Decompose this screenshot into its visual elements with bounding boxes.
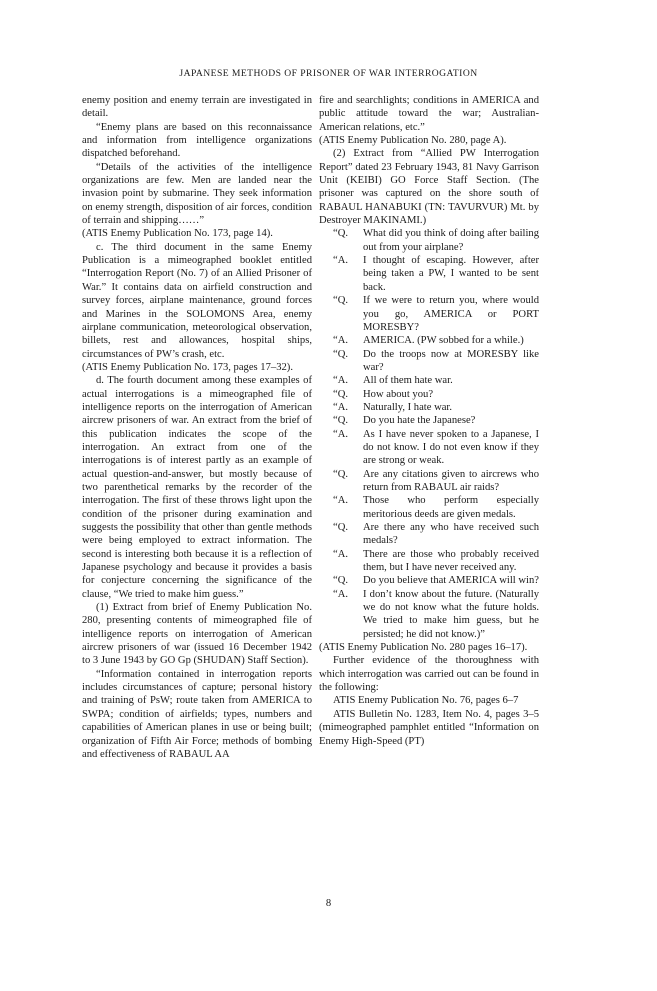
paragraph: “Details of the activities of the intelligence organizations are few. Men are landed near the invasion point by submarine. They seek information on enemy strength, disposition of air forces, condition of terrain and shipping……” bbox=[82, 161, 312, 227]
qa-line bbox=[319, 414, 539, 427]
qa-line bbox=[319, 334, 539, 347]
qa-speaker: “A. bbox=[333, 375, 349, 387]
paragraph: fire and searchlights; conditions in AMERICA and public attitude toward the war; Australian-American relations, etc.” bbox=[319, 95, 539, 133]
qa-text: What did you think of doing after bailing out from your airplane? bbox=[363, 228, 539, 253]
qa-line bbox=[319, 468, 539, 495]
qa-text: If we were to return you, where would you go, AMERICA or PORT MORESBY? bbox=[363, 295, 539, 333]
qa-line bbox=[319, 548, 539, 575]
qa-text: How about you? bbox=[363, 388, 434, 400]
paragraph: “Information contained in interrogation reports includes circumstances of capture; personal history and training of PsW; route taken from AMERICA to SWPA; condition of airfields; types, numbers and capabilities of American planes in use or being built; organization of Fifth Air Force; methods of bombing and effectiveness of RABAUL AA bbox=[82, 668, 312, 760]
qa-speaker: “Q. bbox=[333, 295, 349, 307]
citation: (ATIS Enemy Publication No. 173, page 14). bbox=[82, 228, 273, 240]
qa-speaker: “Q. bbox=[333, 468, 349, 480]
qa-line bbox=[319, 374, 539, 387]
paragraph: enemy position and enemy terrain are investigated in detail. bbox=[82, 95, 312, 120]
reference-item: ATIS Bulletin No. 1283, Item No. 4, pages 3–5 (mimeographed pamphlet entitled “Information on Enemy High-Speed (PT) bbox=[319, 708, 539, 747]
qa-text: AMERICA. (PW sobbed for a while.) bbox=[363, 335, 524, 347]
qa-speaker: “Q. bbox=[333, 388, 349, 400]
qa-line bbox=[319, 574, 539, 587]
qa-text: Those who perform especially meritorious deeds are given medals. bbox=[363, 495, 539, 520]
paragraph: Further evidence of the thoroughness with which interrogation was carried out can be found in the following: bbox=[319, 655, 539, 694]
qa-speaker: “A. bbox=[333, 495, 349, 507]
qa-speaker: “Q. bbox=[333, 522, 349, 533]
qa-text: As I have never spoken to a Japanese, I do not know. I do not even know if they are strong or weak. bbox=[363, 428, 539, 467]
qa-text: All of them hate war. bbox=[363, 375, 453, 387]
qa-speaker: “A. bbox=[333, 255, 349, 267]
right-column bbox=[319, 94, 539, 748]
citation: (ATIS Enemy Publication No. 173, pages 17–32). bbox=[82, 361, 293, 373]
qa-text: Do you believe that AMERICA will win? bbox=[363, 575, 539, 587]
paragraph: (2) Extract from “Allied PW Interrogation Report” dated 23 February 1943, 81 Navy Garrison Unit (KEIBI) GO Force Staff Section. (The prisoner was captured on the shore south of RABAUL HANABUKI (TN: TAVURVUR) Mt. by Destroyer MAKINAMI.) bbox=[319, 148, 539, 227]
qa-line bbox=[319, 294, 539, 334]
qa-line bbox=[319, 401, 539, 414]
paragraph: “Enemy plans are based on this reconnaissance and information from intelligence organizations dispatched beforehand. bbox=[82, 121, 312, 160]
qa-line bbox=[319, 254, 539, 294]
qa-line bbox=[319, 521, 539, 548]
qa-text: I don’t know about the future. (Naturally we do not know what the future holds. We tried to make him guess, but he persisted; he did not know.)” bbox=[363, 588, 539, 640]
qa-line bbox=[319, 388, 539, 401]
citation: (ATIS Enemy Publication No. 280 pages 16–17). bbox=[319, 642, 528, 654]
qa-speaker: “A. bbox=[333, 548, 349, 560]
qa-line bbox=[319, 227, 539, 254]
paragraph: (1) Extract from brief of Enemy Publication No. 280, presenting contents of mimeographed file of intelligence reports on interrogation of American aircrew prisoners of war (issued 16 December 1942 to 3 June 1943 by GO Gp (SHUDAN) Staff Section). bbox=[82, 602, 312, 667]
qa-speaker: “A. bbox=[333, 428, 349, 440]
interrogation-transcript bbox=[319, 227, 539, 641]
qa-speaker: “Q. bbox=[333, 228, 349, 240]
qa-speaker: “A. bbox=[333, 401, 349, 413]
qa-line bbox=[319, 428, 539, 468]
left-column bbox=[82, 94, 312, 761]
running-header: JAPANESE METHODS OF PRISONER OF WAR INTERROGATION bbox=[179, 68, 478, 79]
qa-text: Are any citations given to aircrews who return from RABAUL air raids? bbox=[363, 468, 539, 493]
qa-text: Are there any who have received such medals? bbox=[363, 522, 539, 547]
qa-text: I thought of escaping. However, after being taken a PW, I wanted to be sent back. bbox=[363, 255, 539, 293]
reference-item: ATIS Enemy Publication No. 76, pages 6–7 bbox=[333, 695, 519, 707]
qa-speaker: “A. bbox=[333, 335, 349, 347]
qa-line bbox=[319, 348, 539, 375]
citation: (ATIS Enemy Publication No. 280, page A). bbox=[319, 135, 507, 147]
qa-speaker: “Q. bbox=[333, 415, 349, 427]
qa-text: Naturally, I hate war. bbox=[363, 401, 453, 413]
qa-speaker: “Q. bbox=[333, 348, 349, 360]
qa-text: Do the troops now at MORESBY like war? bbox=[363, 348, 539, 373]
qa-line bbox=[319, 588, 539, 641]
paragraph: c. The third document in the same Enemy Publication is a mimeographed booklet entitled “Interrogation Report (No. 7) of an Allied Prisoner of War.” It contains data on airfield construction and survey forces, airplane maintenance, ground forces and Marines in the SOLOMONS Area, enemy airplane communication, meteorological observation, billets, rest and allowances, hospital ships, circumstances of PW’s crash, etc. bbox=[82, 241, 312, 360]
paragraph: d. The fourth document among these examples of actual interrogations is a mimeographed file of intelligence reports on the interrogation of American aircrew prisoners of war. An extract from the brief of this publication indicates the scope of the interrogation. An extract from one of the interrogations is of interest partly as an example of actual question-and-answer, but mostly because of two parenthetical remarks by the recorder of the interrogation. The first of these throws light upon the condition of the prisoner during examination and suggests the possibility that other than gentle methods were being employed to extract information. The second is interesting both because it is a reflection of Japanese psychology and because it provides a basis for conjecture concerning the significance of the clause, “We tried to make him guess.” bbox=[82, 375, 312, 600]
page-number: 8 bbox=[325, 898, 332, 909]
qa-speaker: “A. bbox=[333, 588, 349, 600]
qa-line bbox=[319, 494, 539, 521]
qa-speaker: “Q. bbox=[333, 575, 349, 587]
qa-text: Do you hate the Japanese? bbox=[363, 415, 476, 427]
qa-text: There are those who probably received them, but I have never received any. bbox=[363, 548, 539, 574]
